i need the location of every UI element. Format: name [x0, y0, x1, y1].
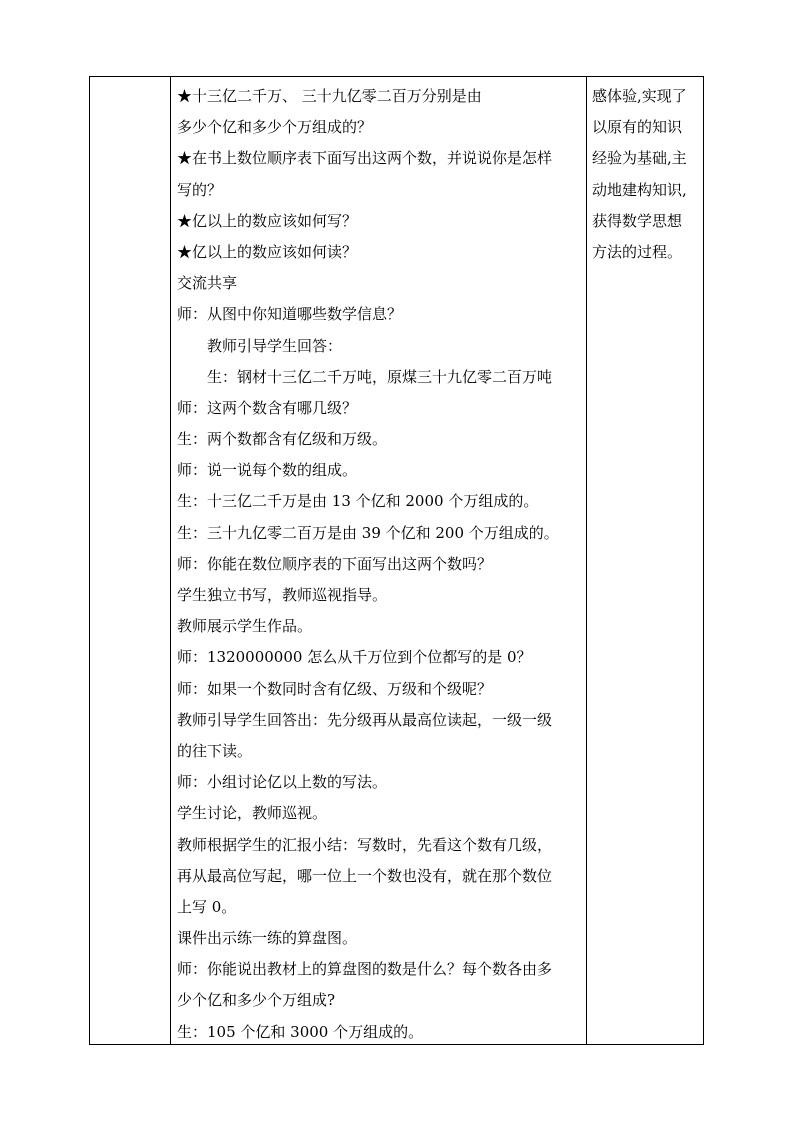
main-text-line: 学生讨论，教师巡视。	[177, 804, 328, 823]
side-text-line: 感体验,实现了	[592, 87, 687, 105]
main-text-line: 教师根据学生的汇报小结：写数时，先看这个数有几级，	[177, 835, 553, 854]
main-text-line: 上写 0。	[177, 897, 237, 916]
main-text-line: 少个亿和多少个万组成?	[177, 991, 336, 1010]
lesson-table	[89, 76, 704, 1045]
main-text-line: 师：你能说出教材上的算盘图的数是什么？每个数各由多	[177, 960, 553, 979]
main-text-line: 再从最高位写起，哪一位上一个数也没有，就在那个数位	[177, 866, 553, 885]
main-text-line: 师：1320000000 怎么从千万位到个位都写的是 0？	[177, 648, 532, 667]
main-text-line: 多少个亿和多少个万组成的？	[177, 118, 373, 137]
design-intent-cell	[592, 81, 702, 268]
main-text-line: ★在书上数位顺序表下面写出这两个数，并说说你是怎样	[177, 149, 553, 168]
main-text-line: 课件出示练一练的算盘图。	[177, 929, 358, 948]
main-text-line: 师：你能在数位顺序表的下面写出这两个数吗？	[177, 554, 493, 573]
main-text-line: 生：十三亿二千万是由 13 个亿和 2000 个万组成的。	[177, 492, 539, 511]
side-text-line: 经验为基础,主	[592, 149, 687, 168]
side-text-line: 方法的过程。	[592, 242, 683, 261]
main-text-line: 师：说一说每个数的组成。	[177, 461, 358, 480]
side-text-line: 获得数学思想	[592, 211, 683, 230]
main-text-line: 师：如果一个数同时含有亿级、万级和个级呢？	[177, 679, 493, 698]
main-text-line: ★亿以上的数应该如何读？	[177, 242, 358, 261]
main-text-line: 生：钢材十三亿二千万吨，原煤三十九亿零二百万吨	[207, 367, 553, 386]
main-text-line: 师：这两个数含有哪几级？	[177, 398, 358, 417]
main-text-line: 学生独立书写，教师巡视指导。	[177, 586, 388, 604]
main-text-line: 生：105 个亿和 3000 个万组成的。	[177, 1022, 424, 1041]
side-text-line: 动地建构知识,	[592, 180, 687, 199]
column-divider-left	[170, 77, 171, 1044]
main-text-line: 教师引导学生回答出：先分级再从最高位读起，一级一级	[177, 710, 553, 729]
main-text-line: 交流共享	[177, 274, 238, 293]
side-text-line: 以原有的知识	[592, 118, 683, 137]
main-text-line: 师：小组讨论亿以上数的写法。	[177, 773, 388, 792]
main-text-line: 教师展示学生作品。	[177, 617, 313, 636]
main-text-line: 生：两个数都含有亿级和万级。	[177, 430, 388, 449]
main-text-line: ★十三亿二千万、 三十九亿零二百万分别是由	[177, 87, 482, 105]
main-text-line: 教师引导学生回答：	[207, 336, 343, 355]
main-text-line: 的往下读。	[177, 741, 253, 760]
main-text-line: 写的？	[177, 180, 223, 199]
teaching-process-cell	[177, 81, 582, 1048]
main-text-line: 生：三十九亿零二百万是由 39 个亿和 200 个万组成的。	[177, 523, 559, 542]
main-text-line: 师：从图中你知道哪些数学信息？	[177, 305, 403, 324]
main-text-line: ★亿以上的数应该如何写？	[177, 211, 358, 230]
column-divider-right	[586, 77, 587, 1044]
